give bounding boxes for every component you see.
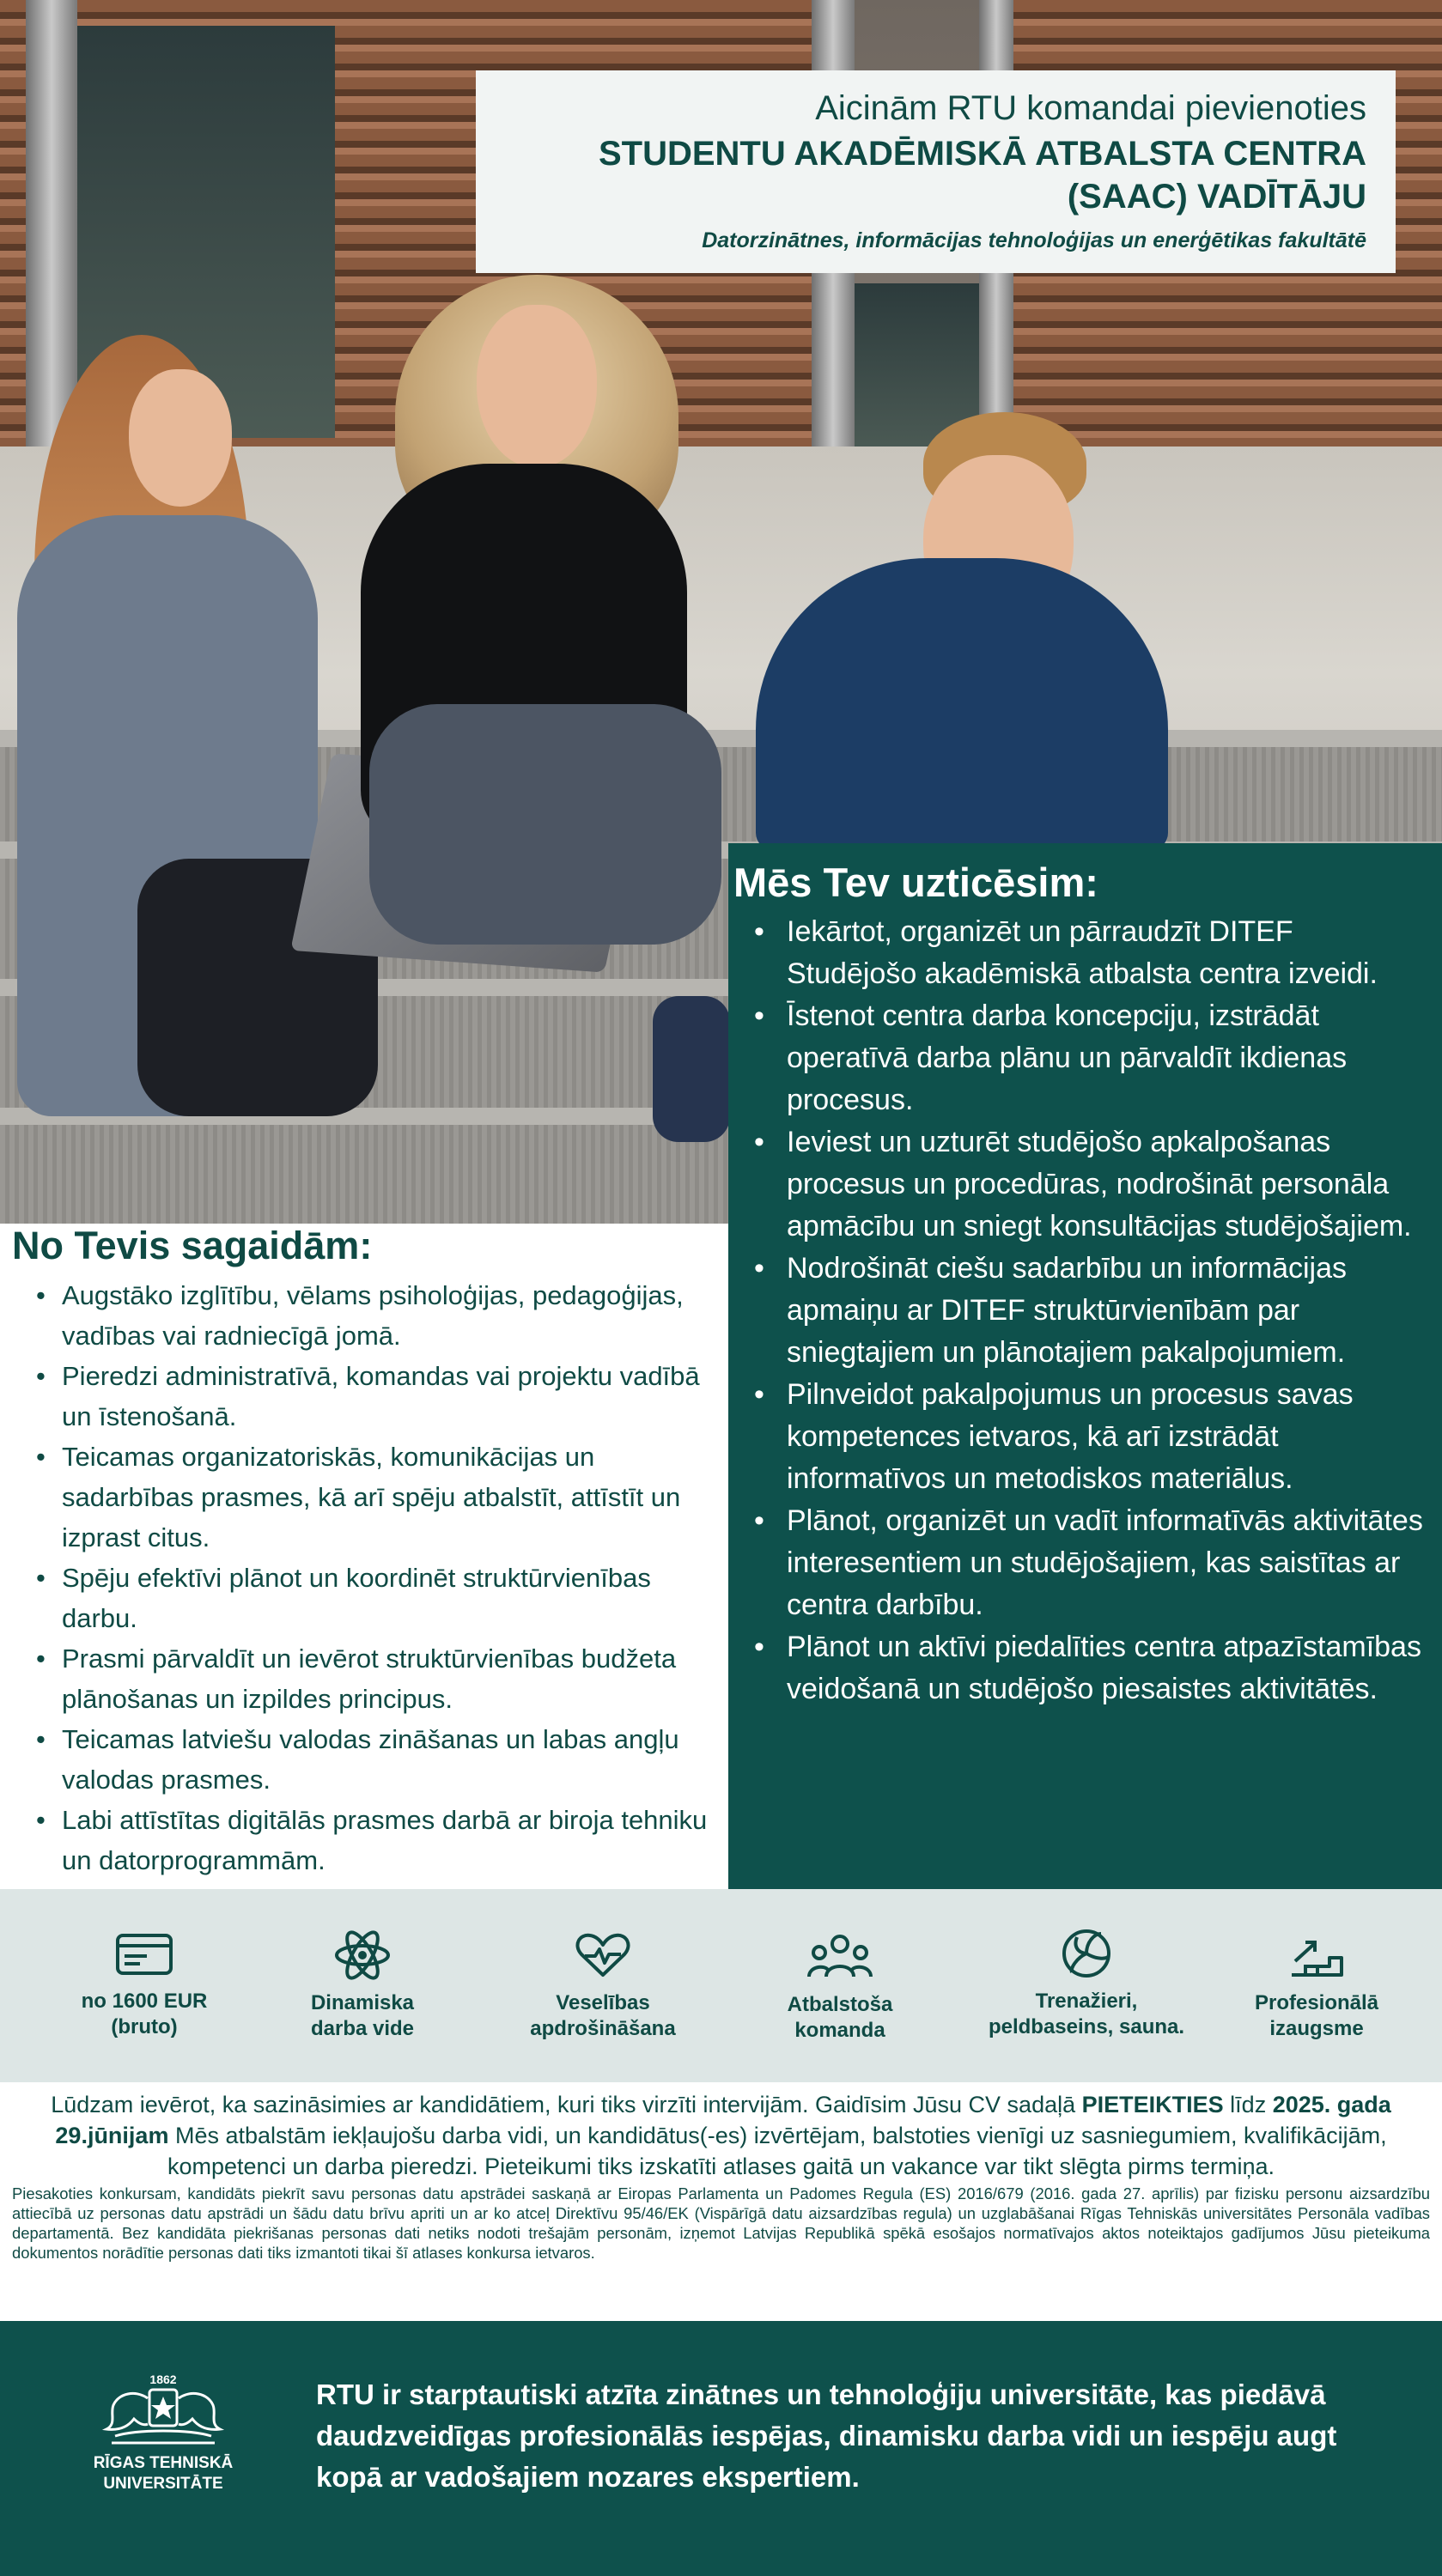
- requirements-list: [12, 1275, 723, 1880]
- benefit-label: Atbalstoša komanda: [787, 1993, 893, 2042]
- footer: [0, 2321, 1442, 2576]
- deadline: 2025. gada 29.jūnijam: [55, 2092, 1391, 2148]
- benefit-label: Trenažieri, peldbaseins, sauna.: [988, 1990, 1185, 2038]
- benefits-strip: [0, 1889, 1442, 2082]
- heart-pulse-icon: [573, 1932, 633, 1978]
- benefit-sports: [975, 1927, 1198, 2040]
- responsibilities-panel: [728, 843, 1442, 1889]
- logo-name: RĪGAS TEHNISKĀ UNIVERSITĀTE: [93, 2454, 234, 2493]
- list-item: • Prasmi pārvaldīt un ievērot struktūrvienības budžeta plānošanas un izpildes principus.: [12, 1638, 723, 1719]
- list-item: • Labi attīstītas digitālās prasmes darbā ar biroja tehniku un datorprogrammām.: [12, 1800, 723, 1880]
- list-item: • Teicamas latviešu valodas zināšanas un labas angļu valodas prasmes.: [12, 1719, 723, 1800]
- benefit-label: Profesionālā izaugsme: [1254, 1991, 1379, 2040]
- atom-icon: [332, 1927, 392, 1984]
- notice-text: Lūdzam ievērot, ka sazināsimies ar kandidātiem, kuri tiks virzīti intervijām. Gaidīsim Jūsu CV sadaļā PIETEIKTIES līdz 2025. gada 29.jūnijam Mēs atbalstām iekļaujošu darba vidi, un kandidātus(-es) izvērtējam, balstoties vienīgi uz sasniegumiem, kvalifikācijām, kompetenci un darba pieredzi. Pieteikumi tiks izskatīti atlases gaitā un vakance var tikt slēgta pirms termiņa.: [51, 2092, 1391, 2179]
- application-notice: [0, 2082, 1442, 2321]
- benefit-health: [491, 1932, 715, 2042]
- benefit-label: no 1600 EUR (bruto): [81, 1990, 208, 2038]
- growth-stairs-icon: [1288, 1932, 1345, 1978]
- benefit-label: Veselības apdrošināšana: [530, 1991, 676, 2040]
- rtu-logo: [77, 2372, 249, 2494]
- position-title-line-1: STUDENTU AKADĒMISKĀ ATBALSTA CENTRA: [598, 135, 1366, 173]
- list-item: • Augstāko izglītību, vēlams psiholoģijas, pedagoģijas, vadības vai radniecīgā jomā.: [12, 1275, 723, 1356]
- list-item: • Pilnveidot pakalpojumus un procesus savas kompetences ietvaros, kā arī izstrādāt informatīvos un metodiskos materiālus.: [733, 1374, 1428, 1500]
- logo-year: 1862: [149, 2372, 177, 2386]
- list-item: • Ieviest un uzturēt studējošo apkalpošanas procesus un procedūras, nodrošināt personāla apmācību un sniegt konsultācijas studējošajiem.: [733, 1121, 1428, 1248]
- requirements-panel: [0, 1224, 728, 1889]
- requirements-heading: No Tevis sagaidām:: [12, 1224, 373, 1267]
- benefit-label: Dinamiska darba vide: [310, 1991, 415, 2040]
- credit-card-icon: [114, 1932, 174, 1977]
- apply-link[interactable]: PIETEIKTIES: [1081, 2092, 1224, 2117]
- job-title-box: [476, 70, 1396, 273]
- list-item: • Plānot un aktīvi piedalīties centra atpazīstamības veidošanā un studējošo piesaistes aktivitātēs.: [733, 1626, 1428, 1710]
- list-item: • Teicamas organizatoriskās, komunikācijas un sadarbības prasmes, kā arī spēju atbalstīt, attīstīt un izprast citus.: [12, 1437, 723, 1558]
- list-item: • Pieredzi administratīvā, komandas vai projektu vadībā un īstenošanā.: [12, 1356, 723, 1437]
- list-item: • Nodrošināt ciešu sadarbību un informācijas apmaiņu ar DITEF struktūrvienībām par sniegtajiem un plānotajiem pakalpojumiem.: [733, 1248, 1428, 1374]
- list-item: • Plānot, organizēt un vadīt informatīvās aktivitātes interesentiem un studējošajiem, kas saistītas ar centra darbību.: [733, 1500, 1428, 1626]
- benefit-team: [728, 1932, 952, 2044]
- list-item: • Spēju efektīvi plānot un koordinēt struktūrvienības darbu.: [12, 1558, 723, 1638]
- list-item: • Īstenot centra darba koncepciju, izstrādāt operatīvā darba plānu un pārvaldīt ikdienas procesus.: [733, 995, 1428, 1121]
- faculty-name: Datorzinātnes, informācijas tehnoloģijas un enerģētikas fakultātē: [702, 228, 1366, 252]
- benefit-salary: [33, 1932, 256, 2040]
- responsibilities-heading: Mēs Tev uzticēsim:: [733, 860, 1098, 905]
- benefit-environment: [251, 1927, 474, 2042]
- volleyball-icon: [1060, 1927, 1113, 1980]
- benefit-growth: [1205, 1932, 1428, 2042]
- rtu-crest-icon: [94, 2386, 232, 2446]
- responsibilities-list: [733, 911, 1428, 1710]
- invite-text: Aicinām RTU komandai pievienoties: [815, 89, 1366, 127]
- list-item: • Iekārtot, organizēt un pārraudzīt DITEF Studējošo akadēmiskā atbalsta centra izveidi.: [733, 911, 1428, 995]
- team-icon: [807, 1932, 873, 1980]
- footer-tagline: RTU ir starptautiski atzīta zinātnes un tehnoloģiju universitāte, kas piedāvā daudzveidīgas profesionālās iespējas, dinamisku darba vidi un iespēju augt kopā ar vadošajiem nozares ekspertiem.: [316, 2379, 1337, 2493]
- position-title-line-2: (SAAC) VADĪTĀJU: [1067, 178, 1366, 216]
- privacy-disclaimer: Piesakoties konkursam, kandidāts piekrīt savu personas datu apstrādei saskaņā ar Eiropas Parlamenta un Padomes Regula (ES) 2016/679 (2016. gada 27. aprīlis) par fizisku personu aizsardzību attiecībā uz personas datu apstrādi un šādu datu brīvu apriti un ar ko atceļ Direktīvu 95/46/EK (Vispārīgā datu aizsardzības regula) un uzglabāšanai Rīgas Tehniskās universitātes Personāla vadības departamentā. Bez kandidāta piekrišanas personas dati netiks nodoti trešajām personām, izņemot Latvijas Republikā spēkā esošajos normatīvajos aktos noteiktajos gadījumos Jūsu pieteikuma dokumentos norādītie personas dati tiks izmantoti tikai šī atlases konkursa ietvaros.: [12, 2184, 1430, 2262]
